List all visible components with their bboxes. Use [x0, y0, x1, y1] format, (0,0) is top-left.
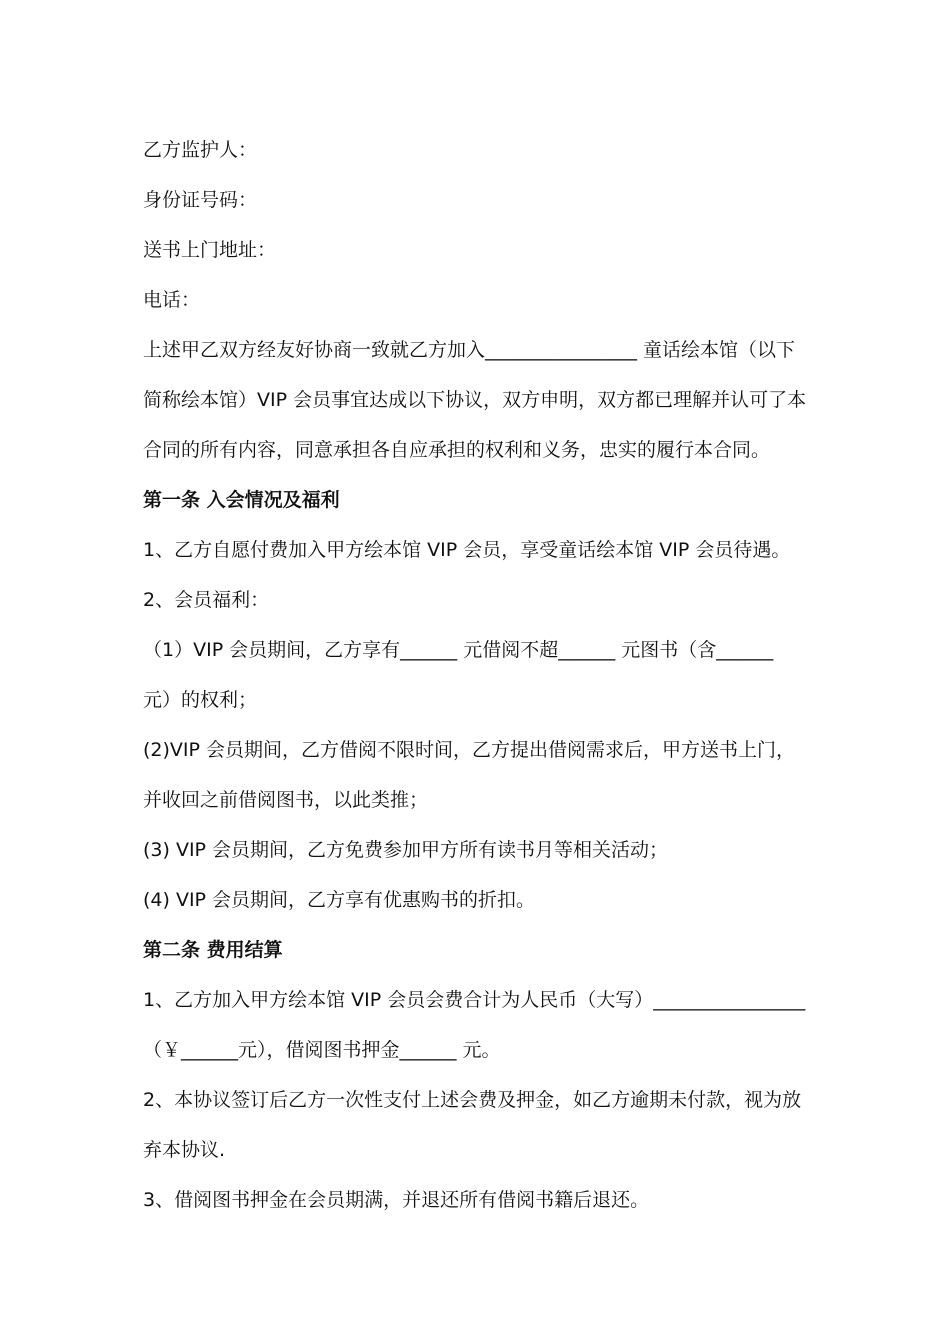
phone-line: 电话： — [143, 289, 201, 311]
article-1-heading: 第一条 入会情况及福利 — [143, 489, 340, 511]
benefit-1-line-1: （1）VIP 会员期间，乙方享有______ 元借阅不超______ 元图书（含______ — [143, 639, 774, 661]
benefit-3: (3) VIP 会员期间，乙方免费参加甲方所有读书月等相关活动； — [143, 839, 669, 861]
benefit-1-line-2: 元）的权利； — [143, 689, 258, 711]
benefit-2-line-1: (2)VIP 会员期间，乙方借阅不限时间，乙方提出借阅需求后，甲方送书上门， — [143, 739, 796, 761]
fee-item-2-line-1: 2、本协议签订后乙方一次性支付上述会费及押金，如乙方逾期未付款，视为放 — [143, 1089, 802, 1111]
fee-item-2-line-2: 弃本协议. — [143, 1139, 226, 1161]
article-2-heading: 第二条 费用结算 — [143, 939, 283, 961]
fee-item-3: 3、借阅图书押金在会员期满，并退还所有借阅书籍后退还。 — [143, 1189, 650, 1211]
fee-item-1-line-1: 1、乙方加入甲方绘本馆 VIP 会员会费合计为人民币（大写）________________ — [143, 989, 806, 1011]
delivery-address-line: 送书上门地址： — [143, 239, 277, 261]
benefit-4: (4) VIP 会员期间，乙方享有优惠购书的折扣。 — [143, 889, 536, 911]
intro-paragraph-line-2: 简称绘本馆）VIP 会员事宜达成以下协议，双方申明，双方都已理解并认可了本 — [143, 389, 807, 411]
article-1-item-1: 1、乙方自愿付费加入甲方绘本馆 VIP 会员，享受童话绘本馆 VIP 会员待遇。 — [143, 539, 791, 561]
benefit-2-line-2: 并收回之前借阅图书，以此类推； — [143, 789, 429, 811]
intro-paragraph-line-3: 合同的所有内容，同意承担各自应承担的权利和义务，忠实的履行本合同。 — [143, 439, 771, 461]
id-number-line: 身份证号码： — [143, 189, 258, 211]
article-1-item-2: 2、会员福利： — [143, 589, 270, 611]
guardian-line: 乙方监护人： — [143, 139, 258, 161]
fee-item-1-line-2: （￥______元），借阅图书押金______ 元。 — [143, 1039, 501, 1061]
intro-paragraph-line-1: 上述甲乙双方经友好协商一致就乙方加入________________ 童话绘本馆（以下 — [143, 339, 796, 361]
